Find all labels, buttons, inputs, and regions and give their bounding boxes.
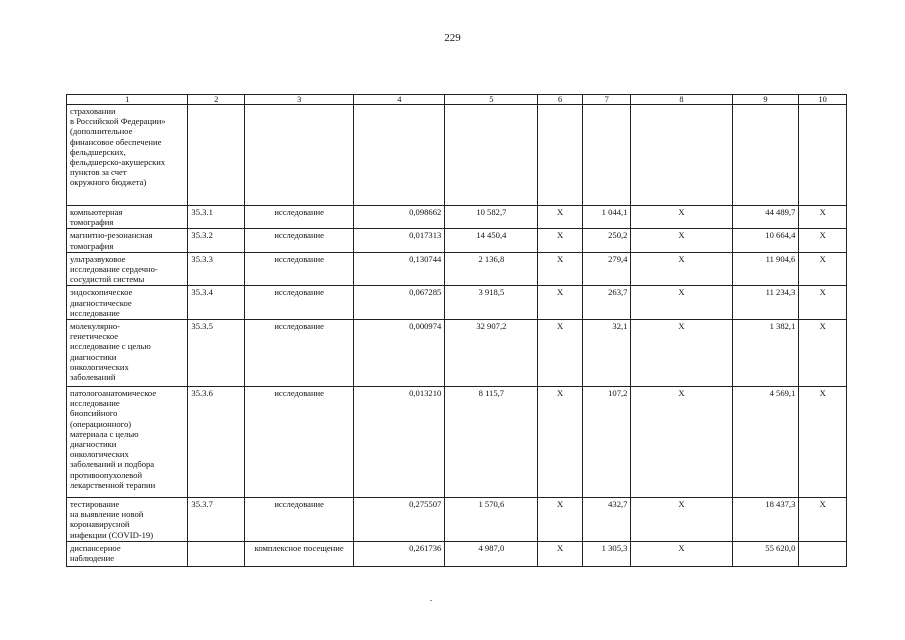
table-cell: Х [538, 541, 583, 566]
description-line: онкологических [70, 361, 129, 372]
description-line: исследование [70, 398, 120, 409]
table-cell: Х [538, 286, 583, 320]
description-line: заболеваний и подбора [70, 459, 155, 470]
table-cell [245, 105, 354, 206]
table-row [67, 320, 847, 387]
row-description [67, 229, 188, 252]
table-cell: 35.3.5 [188, 320, 245, 387]
table-cell: 55 620,0 [732, 541, 799, 566]
table-cell: Х [538, 229, 583, 252]
description-line: диагностики [70, 439, 117, 450]
table-cell: 35.3.6 [188, 387, 245, 498]
table-cell: 0,017313 [354, 229, 445, 252]
table-cell: 1 570,6 [445, 498, 538, 542]
table-cell: 32,1 [582, 320, 631, 387]
row-description [67, 541, 188, 566]
table-cell: Х [631, 206, 732, 229]
description-line: томография [70, 240, 114, 251]
table-cell: 35.3.3 [188, 252, 245, 286]
scan-speck [430, 600, 432, 601]
column-header: 1 [67, 95, 188, 105]
table-cell [354, 105, 445, 206]
table-cell: Х [799, 229, 847, 252]
description-line: патологоанатомическое [70, 388, 157, 399]
table-row [67, 286, 847, 320]
table-cell: Х [631, 229, 732, 252]
description-line: окружного бюджета) [70, 177, 147, 188]
table-cell [538, 105, 583, 206]
table-cell: 1 305,3 [582, 541, 631, 566]
table-cell: 2 136,8 [445, 252, 538, 286]
column-header: 4 [354, 95, 445, 105]
description-line: (операционного) [70, 418, 132, 429]
table-cell: 432,7 [582, 498, 631, 542]
table-cell: 44 489,7 [732, 206, 799, 229]
description-line: заболеваний [70, 372, 116, 383]
table-cell: 35.3.1 [188, 206, 245, 229]
table-cell: исследование [245, 387, 354, 498]
row-description [67, 206, 188, 229]
description-line: компьютерная [70, 207, 123, 217]
table-cell: Х [538, 320, 583, 387]
table-cell [799, 541, 847, 566]
table-cell: 0,098662 [354, 206, 445, 229]
table-cell: Х [799, 498, 847, 542]
row-description [67, 320, 188, 387]
description-line: биопсийного [70, 408, 118, 419]
table-cell: Х [538, 252, 583, 286]
table-cell: 0,013210 [354, 387, 445, 498]
table-cell: 0,067285 [354, 286, 445, 320]
table-row [67, 105, 847, 206]
row-description [67, 252, 188, 286]
row-description [67, 286, 188, 320]
table-cell [631, 105, 732, 206]
table-cell: Х [799, 252, 847, 286]
table-cell [188, 105, 245, 206]
column-header: 3 [245, 95, 354, 105]
table-cell: исследование [245, 498, 354, 542]
table-cell: Х [631, 320, 732, 387]
description-line: коронавирусной [70, 519, 130, 530]
table-cell [445, 105, 538, 206]
table-cell: 14 450,4 [445, 229, 538, 252]
table-cell: 250,2 [582, 229, 631, 252]
table-cell: 0,261736 [354, 541, 445, 566]
description-line: противоопухолевой [70, 469, 143, 480]
table-cell [799, 105, 847, 206]
column-header: 8 [631, 95, 732, 105]
table-row [67, 229, 847, 252]
table-cell: Х [631, 387, 732, 498]
description-line: тестирование [70, 499, 120, 510]
table-row [67, 387, 847, 498]
description-line: на выявление новой [70, 509, 144, 520]
description-line: эндоскопическое [70, 287, 133, 298]
table-cell: 4 987,0 [445, 541, 538, 566]
description-line: онкологических [70, 449, 129, 460]
table-cell: Х [799, 206, 847, 229]
description-line: исследование сердечно- [70, 264, 158, 275]
row-description [67, 498, 188, 542]
table-cell: исследование [245, 286, 354, 320]
table-cell: 0,275507 [354, 498, 445, 542]
table-body [67, 105, 847, 567]
table-cell: 107,2 [582, 387, 631, 498]
table-cell: Х [631, 286, 732, 320]
description-line: диспансерное [70, 542, 121, 553]
description-line: наблюдение [70, 553, 115, 564]
table-cell: Х [538, 206, 583, 229]
column-header: 5 [445, 95, 538, 105]
description-line: диагностики [70, 351, 117, 362]
table-cell: 263,7 [582, 286, 631, 320]
table-cell: 4 569,1 [732, 387, 799, 498]
table-cell: 1 044,1 [582, 206, 631, 229]
description-line: исследование [70, 307, 120, 318]
table-header [67, 95, 847, 105]
column-header: 2 [188, 95, 245, 105]
table-cell: Х [538, 498, 583, 542]
table-cell: исследование [245, 229, 354, 252]
column-header: 10 [799, 95, 847, 105]
column-header: 6 [538, 95, 583, 105]
description-line: финансовое обеспечение [70, 136, 162, 147]
table-cell: 0,130744 [354, 252, 445, 286]
table-cell: 35.3.4 [188, 286, 245, 320]
table-cell: исследование [245, 206, 354, 229]
table-cell: 8 115,7 [445, 387, 538, 498]
table-row [67, 498, 847, 542]
description-line: страховании [70, 106, 116, 116]
row-description [67, 105, 188, 206]
description-line: диагностическое [70, 297, 132, 308]
description-line: пунктов за счет [70, 167, 127, 178]
description-line: исследование с целью [70, 341, 151, 352]
description-line: инфекции (COVID-19) [70, 529, 154, 540]
description-line: томография [70, 217, 114, 228]
description-line: лекарственной терапии [70, 479, 156, 490]
table-cell: 10 582,7 [445, 206, 538, 229]
description-line: в Российской Федерации» [70, 116, 166, 127]
table-cell: Х [799, 320, 847, 387]
table-cell: Х [631, 252, 732, 286]
table-cell: 11 904,6 [732, 252, 799, 286]
table-cell: Х [799, 286, 847, 320]
table-cell: 3 918,5 [445, 286, 538, 320]
table-row [67, 252, 847, 286]
table-cell [732, 105, 799, 206]
table-cell: 0,000974 [354, 320, 445, 387]
table-cell: комплексное посещение [245, 541, 354, 566]
table-cell [582, 105, 631, 206]
table-cell: Х [799, 387, 847, 498]
table-cell: исследование [245, 252, 354, 286]
description-line: магнитно-резонансная [70, 230, 153, 241]
description-line: сосудистой системы [70, 274, 145, 285]
table-cell: 32 907,2 [445, 320, 538, 387]
description-line: (дополнительное [70, 126, 133, 137]
table-cell [188, 541, 245, 566]
column-header: 9 [732, 95, 799, 105]
table-cell: 35.3.7 [188, 498, 245, 542]
table-cell: 18 437,3 [732, 498, 799, 542]
row-description [67, 387, 188, 498]
table-cell: 1 382,1 [732, 320, 799, 387]
page-number: 229 [444, 32, 461, 44]
table-cell: исследование [245, 320, 354, 387]
description-line: материала с целью [70, 428, 139, 439]
table-cell: 279,4 [582, 252, 631, 286]
table-cell: Х [538, 387, 583, 498]
table-row [67, 541, 847, 566]
tariff-table [66, 94, 847, 567]
description-line: фельдшерско-акушерских [70, 157, 166, 168]
table-cell: Х [631, 498, 732, 542]
description-line: ультразвуковое [70, 253, 126, 264]
table-row [67, 206, 847, 229]
table-cell: 35.3.2 [188, 229, 245, 252]
description-line: молекулярно- [70, 321, 120, 332]
description-line: генетическое [70, 331, 119, 342]
column-header: 7 [582, 95, 631, 105]
table-cell: Х [631, 541, 732, 566]
table-cell: 10 664,4 [732, 229, 799, 252]
description-line: фельдшерских, [70, 146, 126, 157]
table-cell: 11 234,3 [732, 286, 799, 320]
